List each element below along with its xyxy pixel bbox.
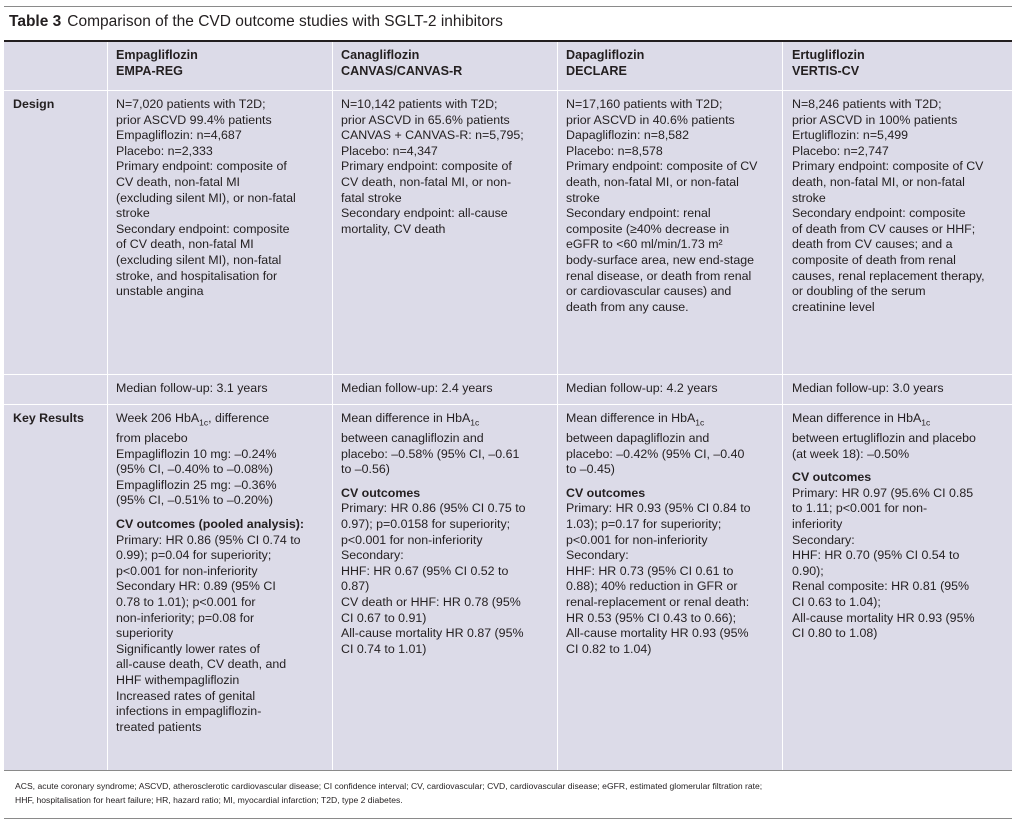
followup-divider (4, 404, 1012, 405)
cv-outcomes-heading: CV outcomes (566, 485, 646, 500)
subscript: 1c (470, 417, 480, 428)
subscript: 1c (695, 417, 705, 428)
cv-outcome-line: CI 0.82 to 1.04) (566, 641, 652, 656)
column-header (341, 48, 462, 79)
cv-outcome-line: 0.78 to 1.01); p<0.001 for (116, 595, 256, 609)
subscript: 1c (199, 417, 209, 428)
followup-cell: Median follow-up: 3.0 years (792, 381, 944, 395)
design-line: Placebo: n=4,347 (341, 143, 438, 158)
design-line: CV death, non-fatal MI, or non- (341, 174, 512, 189)
cv-outcome-line: Primary: HR 0.86 (95% CI 0.74 to (116, 532, 301, 547)
design-line: death, non-fatal MI, or non-fatal (792, 174, 965, 189)
cv-outcome-line: Secondary: (341, 548, 404, 563)
cv-outcomes-heading: CV outcomes (pooled analysis): (116, 517, 304, 532)
cv-outcome-line: CI 0.74 to 1.01) (341, 641, 427, 656)
results-cell (341, 411, 526, 657)
cv-outcome-line: Secondary: (566, 548, 629, 563)
trial-name: EMPA-REG (116, 63, 183, 78)
table-number: Table 3 (9, 13, 62, 30)
design-line: or doubling of the serum (792, 284, 926, 299)
cv-outcome-line: 1.03); p=0.17 for superiority; (566, 517, 722, 532)
result-text: between dapagliflozin and (566, 431, 710, 446)
cv-outcome-line: inferiority (792, 517, 843, 532)
design-cell (116, 97, 296, 300)
design-line: Primary endpoint: composite of (341, 159, 512, 174)
result-text: to –0.56) (341, 462, 390, 477)
cv-outcomes-heading: CV outcomes (792, 470, 872, 485)
design-line: N=10,142 patients with T2D; (341, 97, 498, 111)
footnote-line: HHF, hospitalisation for heart failure; HR, hazard ratio; MI, myocardial infarction; T2D, type 2 diabetes. (15, 795, 403, 805)
cv-outcome-line: infections in empagliflozin- (116, 704, 262, 719)
table-title (4, 6, 1012, 41)
result-line (116, 478, 304, 494)
result-text: Mean difference in HbA (792, 411, 922, 425)
row-label-key-results: Key Results (13, 411, 84, 425)
column-divider (107, 42, 108, 770)
design-line: Empagliflozin: n=4,687 (116, 128, 242, 143)
result-line (116, 493, 304, 509)
design-line: Secondary endpoint: composite (116, 221, 290, 236)
design-line: mortality, CV death (341, 221, 446, 236)
design-line: of death from CV causes or HHF; (792, 221, 976, 236)
result-line (566, 447, 751, 463)
cv-outcome-line: CV death or HHF: HR 0.78 (95% (341, 595, 521, 609)
cv-outcome-line: Increased rates of genital (116, 688, 256, 703)
design-line: Dapagliflozin: n=8,582 (566, 128, 689, 143)
cv-outcome-line: p<0.001 for non-inferiority (341, 532, 483, 547)
cv-outcome-line: non-inferiority; p=0.08 for (116, 610, 255, 625)
cv-outcome-line: Primary: HR 0.97 (95.6% CI 0.85 (792, 485, 974, 500)
result-line (792, 431, 976, 447)
result-text: Empagliflozin 10 mg: –0.24% (116, 446, 277, 461)
design-line: (excluding silent MI), non-fatal (116, 252, 282, 267)
design-line: Placebo: n=2,333 (116, 143, 213, 158)
cv-outcome-line: 0.87) (341, 579, 370, 594)
design-line: Ertugliflozin: n=5,499 (792, 128, 909, 143)
design-line: body-surface area, new end-stage (566, 252, 755, 267)
design-line: stroke (792, 190, 826, 205)
result-line (341, 462, 526, 478)
result-line (566, 431, 751, 447)
cv-outcome-line: HHF: HR 0.73 (95% CI 0.61 to (566, 563, 734, 578)
cv-outcome-line: p<0.001 for non-inferiority (116, 563, 258, 578)
spacer (792, 462, 976, 470)
design-line: N=17,160 patients with T2D; (566, 97, 723, 111)
drug-name: Empagliflozin (116, 48, 198, 62)
cv-outcomes-heading: CV outcomes (341, 485, 421, 500)
design-line: Secondary endpoint: composite (792, 206, 966, 221)
cv-outcome-line: 0.90); (792, 563, 824, 578)
design-line: CANVAS + CANVAS-R: n=5,795; (341, 128, 524, 143)
footnote-line: ACS, acute coronary syndrome; ASCVD, atherosclerotic cardiovascular disease; CI confidence interval; CV, cardiovascular; CVD, cardiovascular disease; eGFR, estimated glomerular filtration rate; (15, 781, 763, 791)
header-divider (4, 90, 1012, 91)
results-cell (792, 411, 976, 642)
cv-outcome-line: HHF withempagliflozin (116, 672, 240, 687)
result-line (792, 447, 976, 463)
result-text: to –0.45) (566, 462, 615, 477)
cv-outcome-line: Significantly lower rates of (116, 641, 260, 656)
design-line: eGFR to <60 ml/min/1.73 m² (566, 237, 723, 252)
design-line: prior ASCVD in 65.6% patients (341, 112, 510, 127)
table-footnote (4, 770, 1012, 819)
cv-outcome-line: All-cause mortality HR 0.87 (95% (341, 626, 524, 641)
result-text: , difference (208, 411, 270, 425)
design-line: stroke (566, 190, 600, 205)
cv-outcome-line: Primary: HR 0.93 (95% CI 0.84 to (566, 501, 751, 516)
result-text: Mean difference in HbA (341, 411, 471, 425)
design-line: Primary endpoint: composite of CV (566, 159, 758, 174)
design-line: Primary endpoint: composite of (116, 159, 287, 174)
design-line: death, non-fatal MI, or non-fatal (566, 174, 739, 189)
table-figure (4, 6, 1012, 818)
design-line: Primary endpoint: composite of CV (792, 159, 984, 174)
result-line (116, 447, 304, 463)
result-line (116, 462, 304, 478)
design-line: Secondary endpoint: all-cause (341, 206, 508, 221)
results-cell (566, 411, 751, 657)
cv-outcome-line: to 1.11; p<0.001 for non- (792, 501, 928, 516)
cv-outcome-line: HHF: HR 0.67 (95% CI 0.52 to (341, 563, 509, 578)
column-header (792, 48, 865, 79)
column-header (566, 48, 644, 79)
design-line: or cardiovascular causes) and (566, 284, 732, 299)
result-text: placebo: –0.42% (95% CI, –0.40 (566, 446, 745, 461)
drug-name: Canagliflozin (341, 48, 420, 62)
drug-name: Ertugliflozin (792, 48, 865, 62)
result-line (341, 447, 526, 463)
cv-outcome-line: CI 0.67 to 0.91) (341, 610, 427, 625)
design-line: death from any cause. (566, 299, 689, 314)
cv-outcome-line: HHF: HR 0.70 (95% CI 0.54 to (792, 548, 960, 563)
column-divider (332, 42, 333, 770)
cv-outcome-line: Secondary: (792, 532, 855, 547)
spacer (341, 478, 526, 486)
cv-outcome-line: p<0.001 for non-inferiority (566, 532, 708, 547)
design-line: causes, renal replacement therapy, (792, 268, 985, 283)
drug-name: Dapagliflozin (566, 48, 645, 62)
cv-outcome-line: superiority (116, 626, 174, 641)
cv-outcome-line: 0.88); 40% reduction in GFR or (566, 579, 738, 594)
cv-outcome-line: HR 0.53 (95% CI 0.43 to 0.66); (566, 610, 737, 625)
design-line: Placebo: n=2,747 (792, 143, 889, 158)
followup-cell: Median follow-up: 2.4 years (341, 381, 493, 395)
results-cell (116, 411, 304, 735)
cv-outcome-line: Renal composite: HR 0.81 (95% (792, 579, 969, 594)
design-line: stroke (116, 206, 150, 221)
trial-name: DECLARE (566, 63, 627, 78)
result-text: (95% CI, –0.40% to –0.08%) (116, 462, 274, 477)
result-text: Mean difference in HbA (566, 411, 696, 425)
cv-outcome-line: All-cause mortality HR 0.93 (95% (566, 626, 749, 641)
design-line: N=7,020 patients with T2D; (116, 97, 266, 111)
result-text: placebo: –0.58% (95% CI, –0.61 (341, 446, 520, 461)
design-line: (excluding silent MI), or non-fatal (116, 190, 296, 205)
design-line: prior ASCVD in 100% patients (792, 112, 958, 127)
design-line: composite of death from renal (792, 252, 956, 267)
trial-name: VERTIS-CV (792, 63, 860, 78)
cv-outcome-line: 0.99); p=0.04 for superiority; (116, 548, 272, 563)
result-text: from placebo (116, 431, 188, 446)
design-line: of CV death, non-fatal MI (116, 237, 254, 252)
spacer (116, 509, 304, 517)
cv-outcome-line: 0.97); p=0.0158 for superiority; (341, 517, 511, 532)
trial-name: CANVAS/CANVAS-R (341, 63, 463, 78)
design-line: fatal stroke (341, 190, 402, 205)
design-line: Placebo: n=8,578 (566, 143, 663, 158)
cv-outcome-line: renal-replacement or renal death: (566, 595, 750, 609)
design-line: death from CV causes; and a (792, 237, 953, 252)
result-line (341, 411, 526, 431)
cv-outcome-line: treated patients (116, 719, 202, 734)
result-line (341, 431, 526, 447)
design-line: creatinine level (792, 299, 875, 314)
subscript: 1c (921, 417, 931, 428)
result-text: Week 206 HbA (116, 411, 200, 425)
design-line: unstable angina (116, 284, 204, 299)
design-line: prior ASCVD in 40.6% patients (566, 112, 735, 127)
result-line (792, 411, 976, 431)
design-line: stroke, and hospitalisation for (116, 268, 278, 283)
cv-outcome-line: CI 0.63 to 1.04); (792, 595, 881, 609)
row-label-design: Design (13, 97, 55, 111)
cv-outcome-line: Primary: HR 0.86 (95% CI 0.75 to (341, 501, 526, 516)
design-line: CV death, non-fatal MI (116, 174, 240, 189)
result-line (116, 431, 304, 447)
result-text: (at week 18): –0.50% (792, 446, 910, 461)
design-cell (566, 97, 757, 315)
followup-cell: Median follow-up: 3.1 years (116, 381, 268, 395)
cv-outcome-line: All-cause mortality HR 0.93 (95% (792, 610, 975, 625)
column-divider (782, 42, 783, 770)
result-line (566, 462, 751, 478)
spacer (566, 478, 751, 486)
design-line: renal disease, or death from renal (566, 268, 752, 283)
result-text: (95% CI, –0.51% to –0.20%) (116, 493, 274, 508)
cv-outcome-line: Secondary HR: 0.89 (95% CI (116, 579, 276, 594)
result-text: between ertugliflozin and placebo (792, 431, 976, 446)
table-caption: Comparison of the CVD outcome studies with SGLT-2 inhibitors (67, 13, 503, 30)
design-cell (792, 97, 985, 315)
result-text: Empagliflozin 25 mg: –0.36% (116, 477, 277, 492)
result-text: between canagliflozin and (341, 431, 484, 446)
design-line: N=8,246 patients with T2D; (792, 97, 942, 111)
cv-outcome-line: all-cause death, CV death, and (116, 657, 287, 672)
design-line: Secondary endpoint: renal (566, 206, 711, 221)
design-line: composite (≥40% decrease in (566, 221, 730, 236)
design-line: prior ASCVD 99.4% patients (116, 112, 272, 127)
result-line (566, 411, 751, 431)
followup-cell: Median follow-up: 4.2 years (566, 381, 718, 395)
result-line (116, 411, 304, 431)
column-divider (557, 42, 558, 770)
design-cell (341, 97, 524, 237)
cv-outcome-line: CI 0.80 to 1.08) (792, 626, 878, 641)
design-divider (4, 374, 1012, 375)
column-header (116, 48, 198, 79)
